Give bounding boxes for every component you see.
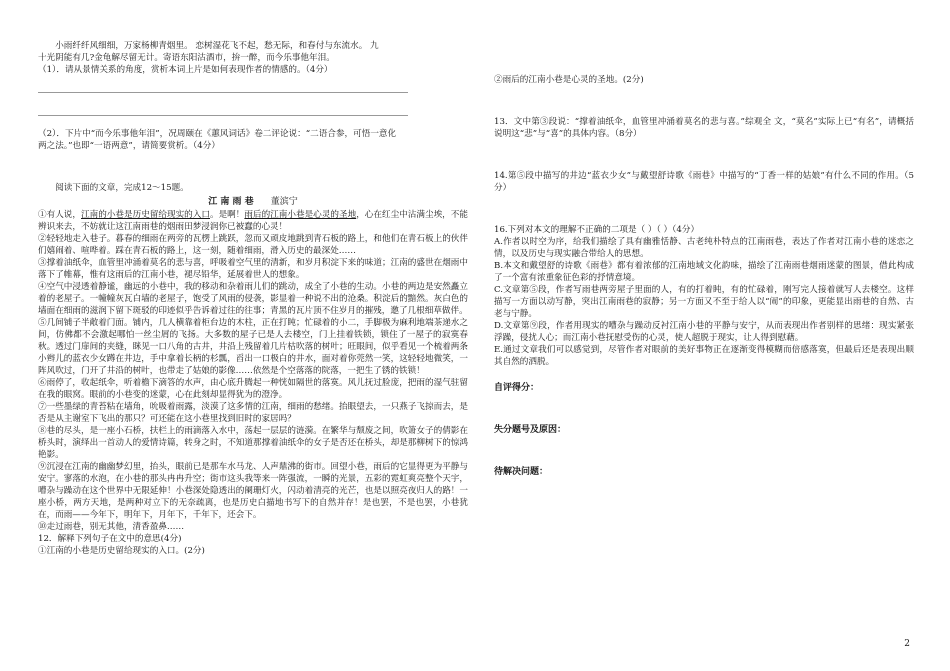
paragraph-2: ②轻轻地走入巷子。暮春的细雨在两旁的瓦楞上跳跃，忽而又顽皮地跳到青石板的路上，和他们在青石板上的伙伴们嬉闹着、喧哗着。踩在青石板的路上，这一刻，随着细雨，滑入历史的最深处…… (38, 234, 468, 256)
article-author: 董滨宁 (270, 197, 298, 207)
answer-space-12 (494, 86, 914, 116)
answer-space-14 (494, 194, 914, 224)
article-title-row (38, 196, 468, 209)
page-number: 2 (904, 639, 910, 649)
question-2-line-2: 两之法。”也即“一语两意”，请简要赏析。（4分） (38, 141, 220, 151)
pending-label: 待解决问题： (494, 467, 549, 477)
question-2-line-1: （2）．下片中“而今乐事他年泪”，况周颐在《蕙风词话》卷二评论说：“二语合参，可悟一意化 (38, 129, 397, 139)
answer-space (38, 152, 468, 182)
para1-pre: ①有人说， (38, 210, 81, 220)
paragraph-7: ⑦一些墨绿的青苔粘在墙角，吮吸着雨露，淡漠了这多情的江南，细雨的愁绪。抬眼望去，一只燕子飞掠而去，是否是从主谢室下飞出的那只？可还能在这小巷里找到旧时的家居吗？ (38, 402, 468, 424)
option-a: A.作者以时空为序，给我们描绘了具有幽雅恬静、古老纯朴特点的江南雨巷，表达了作者对江南小巷的迷恋之情，以及历史与现实融合带给人的思想。 (494, 237, 914, 259)
self-score-label: 自评得分： (494, 383, 540, 393)
poem-line-2: 十光阴能有几?金龟解尽留无计。寄语东阳沽酒市，拚一醉，而今乐事他年泪。 (38, 53, 335, 63)
question-1: （1）．请从景情关系的角度，赏析本词上片是如何表现作者的情感的。（4分） (38, 65, 333, 75)
option-c: C.文章第⑤段，作者写雨巷两旁屋子里面的人，有的打着盹，有的忙碌着，刚写完人接着就写人去楼空。这样描写一方面以动写静，突出江南雨巷的寂静；另一方面又不至于给人以“闹”的印象，更能显出雨巷的自然、古老与宁静。 (494, 285, 914, 319)
paragraph-1 (38, 209, 468, 233)
paragraph-3: ③撑着油纸伞，血管里冲涌着莫名的悲与喜，呼吸着空气里的清新，和岁月积淀下来的味道；江南的盛世在烟雨中落下了帷幕，惟有这雨后的江南小巷，褪尽铅华，延展着世人的想象。 (38, 258, 468, 280)
question-12: 12．解释下列句子在文中的意思(4分) (38, 534, 182, 544)
lost-points-label: 失分题号及原因： (494, 425, 567, 435)
left-column (38, 40, 468, 557)
option-e: E.通过文章我们可以感觉到，尽管作者对眼前的美好事物正在逐渐变得模糊而倍感落寞，但最后还是表现出顺其自然的洒脱。 (494, 345, 914, 367)
question-14: 14.第⑤段中描写的井边“蓝衣少女”与戴望舒诗歌《雨巷》中描写的“丁香一样的姑娘”有什么不同的作用。（5分） (494, 171, 914, 193)
answer-line-2 (38, 105, 408, 116)
answer-line-1 (38, 82, 408, 93)
question-16: 16.下列对本文的理解不正确的二项是（ ）（ ）（4分） (494, 225, 700, 235)
lost-points-space (494, 436, 914, 466)
reading-intro: 阅读下面的文章，完成12～15题。 (55, 183, 189, 193)
answer-space-13 (494, 140, 914, 170)
para1-mid: 。是啊！ (209, 210, 245, 220)
paragraph-4: ④空气中浸透着静谧，幽远的小巷中，我的移动和杂着雨儿们的跳动，成全了小巷的生动。小巷的两边是安然矗立着的老屋子。一幢幢灰瓦白墙的老屋子，饱受了风雨的侵袭，影显着一种说不出的沧桑。积淀后的黯然。灰白色的墙面在细雨的滋润下留下斑驳的印迹似乎告诉着过往的往事；青黑的瓦片顶不住岁月的摧残，邀了几根细草做伴。 (38, 282, 468, 316)
paragraph-8: ⑧巷的尽头，是一座小石桥，扶栏上的雨滴落入水中，荡起一层层的涟漪。在繁华与颓废之间，吹箫女子的倩影在桥头时，演绎出一首动人的爱情诗篇，转身之时，不知道那撑着油纸伞的女子是否还在桥头，却是那柳树下的惊鸿艳影。 (38, 426, 468, 460)
question-13: 13．文中第③段说：“撑着油纸伞，血管里冲涌着莫名的悲与喜。”综观全 文，“莫名”实际上已“有名”，请概括说明这“悲”与“喜”的具体内容。（8分） (494, 117, 914, 139)
article-title: 江 南 雨 巷 (208, 197, 254, 207)
option-b: B.本文和戴望舒的诗歌《雨巷》都有着浓郁的江南地域文化韵味，描绘了江南雨巷烟雨迷蒙的图景，借此构成了一个富有浓重象征色彩的抒情意境。 (494, 261, 914, 283)
question-12-2: ②雨后的江南小巷是心灵的圣地。(2分) (494, 75, 644, 85)
underlined-sentence-1: 江南的小巷是历史留给现实的入口 (81, 210, 210, 220)
paragraph-6: ⑥雨停了，收起纸伞，听着檐下滴答的水声，由心底升腾起一种恍如隔世的落寞。风儿抚过脸庞，把雨的湿气驻留在我的眼窝。眼前的小巷变的迷蒙，心在此刻却显得犹为的澄净。 (38, 378, 468, 400)
question-12-1: ①江南的小巷是历史留给现实的入口。(2分) (38, 546, 205, 556)
para1-post: ，心在红尘中沾满尘埃，不能辨识来去，不妨就让这江南雨巷的烟雨田梦浸润你已被蠢的心灵！ (38, 210, 468, 232)
poem-line-1: 小雨纤纤风细细，万家杨柳青烟里。 恋树湿花飞不起，愁无际，和春付与东流水。 九 (55, 41, 379, 51)
paragraph-9: ⑨沉浸在江南的幽幽梦幻里，抬头，眼前已是那车水马龙、人声鼎沸的街市。回望小巷，雨后的它显得更为平静与安宁。寥落的水泡，在小巷的那头冉冉升空；街市这头我等来一阵强流，一瞬的光景，五彩的霓虹爽亮整个天宇，嘈杂与躁动在这个世界中无限延伸！小巷深处隐透出的阑珊灯火，闪动着清亮的光芒，也是以照亮夜归人的路！一座小桥，两方天地，是两种对立下的无奈疏离，也是历史白描地书写下的自然并存！是也罢，不是也罢，小巷犹在，而雨——今年下，明年下，月年下，千年下，还会下。 (38, 462, 468, 520)
spacer (494, 368, 914, 382)
paragraph-5: ⑤几间铺子半敞着门面。铺内，几人横靠着柜台边的木柱，正在打盹；忙碌着的小二，手脚极为麻利地端茶递水之间，仿佛都不会激起哪怕一丝尘屑的飞扬。大多数的屋子已是人去楼空，门上挂着铁锁，锁住了一屋子的寂寞春秋。透过门扉间的夹缝，眯见一口八角的古井，井沿上残留着几片枯吹落的树叶；旺眼间，似乎看见一个梳着两条小辫儿的蓝衣少女蹲在井边，手中拿着长柄的杉瓢，舀出一口极白的井水，面对着你莞然一笑，这轻轻地微笑，一阵风吹过，门开了井沿的树叶，也带走了姑娘的影像……依然是个空落落的院落，一把生了锈的铁锁！ (38, 318, 468, 376)
paragraph-10: ⑩走过雨巷，别无其他，清香盈鼻…… (38, 522, 185, 532)
option-d: D.文章第⑨段，作者用现实的嘈杂与躁动反衬江南小巷的平静与安宁，从而表现出作者别样的思绪：现实紧张浮躁，侵扰人心；而江南小巷抚慰受伤的心灵，使人超脱于现实，让人得到慰藉。 (494, 321, 914, 343)
underlined-sentence-2: 雨后的江南小巷是心灵的圣地 (244, 210, 357, 220)
right-column (494, 74, 914, 478)
self-score-space (494, 394, 914, 424)
